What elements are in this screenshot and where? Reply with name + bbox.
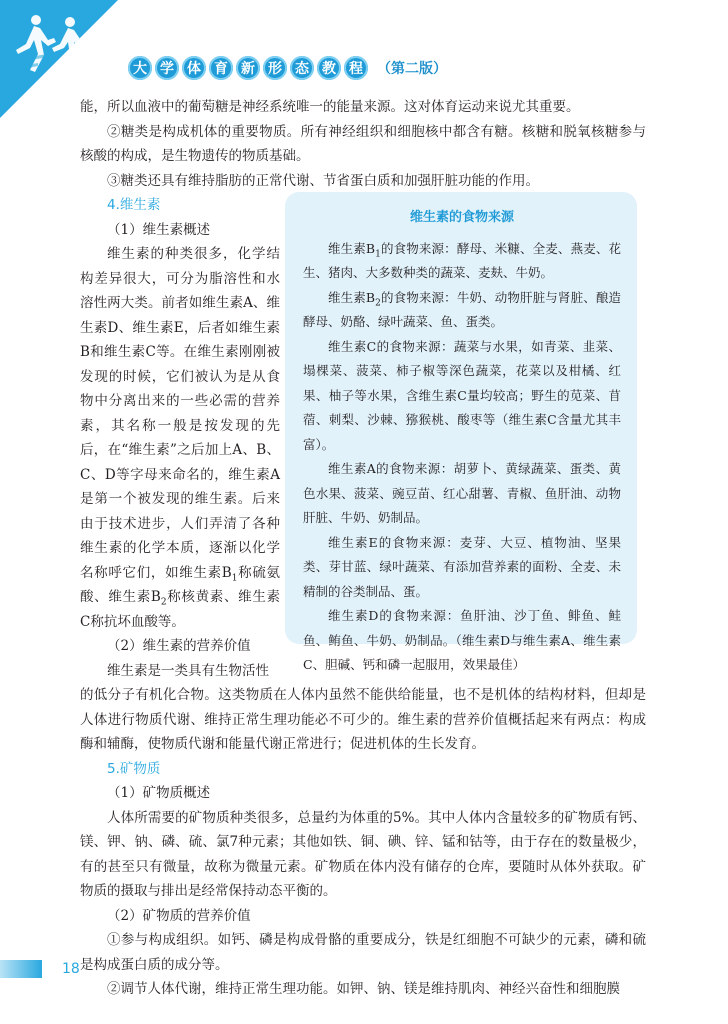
paragraph: 人体所需要的矿物质种类很多，总量约为体重的5%。其中人体内含量较多的矿物质有钙、镁、钾、钠、磷、硫、氯7种元素；其他如铁、铜、碘、锌、锰和钴等，由于存在的数量极少，有的甚至只有微量，故称为微量元素。矿物质在体内没有储存的仓库，要随时从体外获取。矿物质的摄取与排出是经常保持动态平衡的。 (80, 809, 646, 899)
sidebar-item-c: 维生素C的食物来源：蔬菜与水果，如青菜、韭菜、塌棵菜、菠菜、柿子椒等深色蔬菜，花菜以及柑橘、红果、柚子等水果，含维生素C量均较高；野生的苋菜、苜蓿、刺梨、沙棘、猕猴桃、酸枣等（维生素C含量尤其丰富）。 (303, 338, 621, 452)
footer-accent-bar (0, 960, 42, 978)
paragraph: ③糖类还具有维持脂肪的正常代谢、节省蛋白质和加强肝脏功能的作用。 (107, 172, 539, 189)
section-heading-minerals: 5.矿物质 (107, 760, 161, 777)
sidebar-item-d: 维生素D的食物来源：鱼肝油、沙丁鱼、鲱鱼、鲑鱼、鲔鱼、牛奶、奶制品。（维生素D与维生素A、维生素C、胆碱、钙和磷一起服用，效果最佳） (303, 608, 621, 672)
page-number: 18 (62, 961, 80, 977)
book-title (128, 54, 447, 82)
title-char: 新 (236, 56, 260, 80)
running-figures-logo (8, 10, 128, 80)
vitamin-overview-paragraph: 维生素的种类很多，化学结构差异很大，可分为脂溶性和水溶性两大类。前者如维生素A、维生素D、维生素E，后者如维生素B和维生素C等。在维生素刚刚被发现的时候，它们被认为是从食物中分离出来的一些必需的营养素，其名称一般是按发现的先后，在“维生素”之后加上A、B、C、D等字母来命名的，维生素A是第一个被发现的维生素。后来由于技术进步，人们弄清了各种维生素的化学本质，逐渐以化学名称呼它们，如维生素$B_1$称硫氨酸、维生素$B_2$称核黄素、维生素C称抗坏血酸等。 (80, 246, 281, 630)
title-char: 教 (317, 56, 341, 80)
sidebar-title: 维生素的食物来源 (409, 210, 514, 225)
sidebar-item-b2: 维生素$B_2$的食物来源：牛奶、动物肝脏与肾脏、酿造酵母、奶酪、绿叶蔬菜、鱼、蛋类。 (303, 289, 621, 329)
title-char: 学 (155, 56, 179, 80)
title-char: 形 (263, 56, 287, 80)
subsection-heading: （1）矿物质概述 (107, 785, 211, 801)
paragraph: 维生素是一类具有生物活性 (107, 662, 269, 679)
subsection-heading: （2）维生素的营养价值 (107, 638, 251, 654)
sidebar-item-e: 维生素E的食物来源：麦芽、大豆、植物油、坚果类、芽甘蓝、绿叶蔬菜、有添加营养素的面粉、全麦、未精制的谷类制品、蛋。 (303, 534, 621, 599)
sidebar-item-a: 维生素A的食物来源：胡萝卜、黄绿蔬菜、蛋类、黄色水果、菠菜、豌豆苗、红心甜薯、青椒、鱼肝油、动物肝脏、牛奶、奶制品。 (303, 461, 621, 525)
subsection-heading: （1）维生素概述 (107, 221, 211, 238)
book-edition: （第二版） (377, 61, 447, 77)
paragraph: ②调节人体代谢，维持正常生理功能。如钾、钠、镁是维持肌肉、神经兴奋性和细胞膜 (107, 981, 620, 997)
paragraph: ①参与构成组织。如钙、磷是构成骨骼的重要成分，铁是红细胞不可缺少的元素，磷和硫是构成蛋白质的成分等。 (80, 932, 646, 973)
subsection-heading: （2）矿物质的营养价值 (107, 907, 251, 924)
paragraph: 的低分子有机化合物。这类物质在人体内虽然不能供给能量，也不是机体的结构材料，但却是人体进行物质代谢、维持正常生理功能必不可少的。维生素的营养价值概括起来有两点：构成酶和辅酶，使物质代谢和能量代谢正常进行；促进机体的生长发育。 (80, 687, 646, 752)
paragraph: 能，所以血液中的葡萄糖是神经系统唯一的能量来源。这对体育运动来说尤其重要。 (80, 99, 580, 115)
title-char: 育 (209, 56, 233, 80)
title-char: 大 (128, 56, 152, 80)
title-char: 体 (182, 56, 206, 80)
paragraph: ②糖类是构成机体的重要物质。所有神经组织和细胞核中都含有糖。核糖和脱氧核糖参与核酸的构成，是生物遗传的物质基础。 (80, 123, 646, 164)
title-char: 态 (290, 56, 314, 80)
sidebar-item-b1: 维生素$B_1$的食物来源：酵母、米糠、全麦、燕麦、花生、猪肉、大多数种类的蔬菜、麦麸、牛奶。 (303, 240, 621, 280)
vitamin-food-sources-sidebar (285, 192, 637, 672)
section-heading-vitamins: 4.维生素 (107, 197, 161, 213)
title-char: 程 (344, 56, 368, 80)
